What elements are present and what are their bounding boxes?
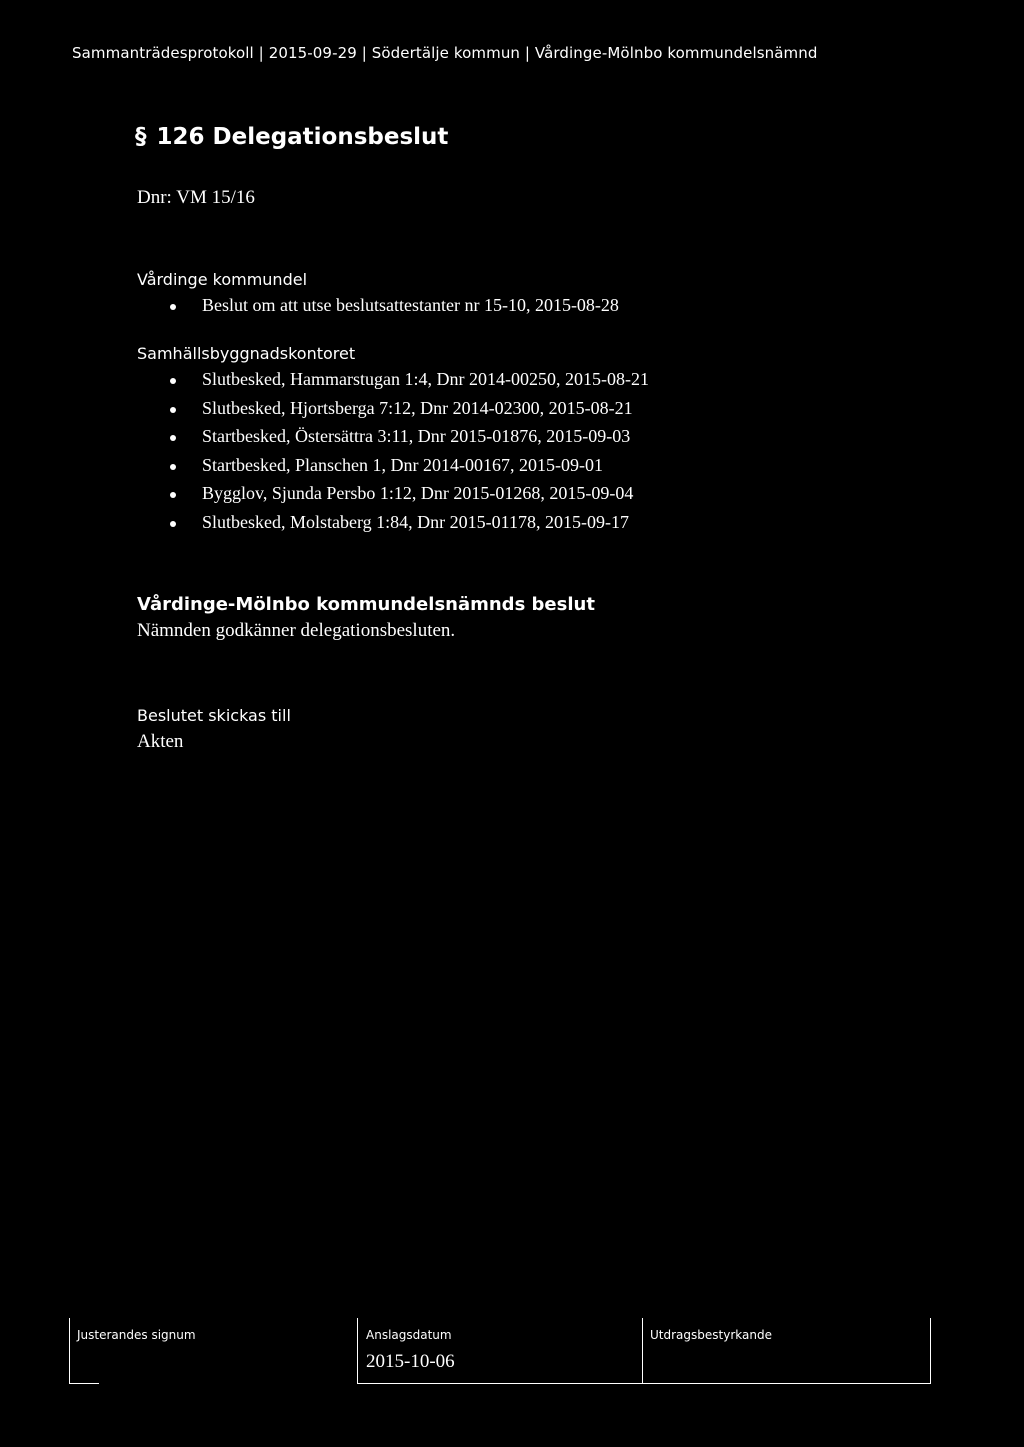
bullet-icon — [170, 407, 176, 413]
list-item: Slutbesked, Hammarstugan 1:4, Dnr 2014-00250, 2015-08-21 — [0, 369, 649, 398]
extract-certification-label: Utdragsbestyrkande — [650, 1328, 772, 1342]
decision-text: Nämnden godkänner delegationsbesluten. — [137, 620, 456, 641]
bullet-icon — [170, 464, 176, 470]
list-item: Startbesked, Östersättra 3:11, Dnr 2015-01876, 2015-09-03 — [0, 426, 649, 455]
posting-date-value: 2015-10-06 — [366, 1351, 455, 1372]
signature-footer — [69, 1318, 931, 1384]
bullet-icon — [170, 304, 176, 310]
bullet-icon — [170, 492, 176, 498]
list-item: Slutbesked, Molstaberg 1:84, Dnr 2015-01178, 2015-09-17 — [0, 512, 649, 541]
group-heading-vardinge: Vårdinge kommundel — [137, 270, 308, 289]
signature-label: Justerandes signum — [77, 1328, 196, 1342]
sent-to-heading: Beslutet skickas till — [137, 706, 291, 725]
footer-divider — [930, 1318, 931, 1384]
bullet-icon — [170, 521, 176, 527]
bullet-icon — [170, 435, 176, 441]
list-vardinge — [0, 295, 619, 324]
list-item: Bygglov, Sjunda Persbo 1:12, Dnr 2015-01268, 2015-09-04 — [0, 483, 649, 512]
section-title — [135, 124, 448, 150]
list-item: Beslut om att utse beslutsattestanter nr 15-10, 2015-08-28 — [0, 295, 619, 324]
list-item: Slutbesked, Hjortsberga 7:12, Dnr 2014-02300, 2015-08-21 — [0, 398, 649, 427]
footer-divider — [69, 1318, 70, 1384]
posting-date-label: Anslagsdatum — [366, 1328, 452, 1342]
group-heading-samhallsbyggnad: Samhällsbyggnadskontoret — [137, 344, 356, 363]
footer-bottom-line — [69, 1383, 99, 1384]
footer-divider — [357, 1318, 358, 1384]
list-item: Startbesked, Planschen 1, Dnr 2014-00167, 2015-09-01 — [0, 455, 649, 484]
bullet-icon — [170, 378, 176, 384]
diary-number: Dnr: VM 15/16 — [137, 187, 255, 208]
page-header: Sammanträdesprotokoll | 2015-09-29 | Södertälje kommun | Vårdinge-Mölnbo kommundelsnämnd — [72, 44, 818, 62]
decision-heading: Vårdinge-Mölnbo kommundelsnämnds beslut — [137, 594, 595, 615]
footer-bottom-line — [357, 1383, 931, 1384]
paragraph-symbol: § — [135, 124, 147, 150]
sent-to-value: Akten — [137, 731, 184, 752]
list-samhallsbyggnad — [0, 369, 649, 540]
footer-divider — [642, 1318, 643, 1384]
section-title-text: 126 Delegationsbeslut — [156, 124, 449, 150]
